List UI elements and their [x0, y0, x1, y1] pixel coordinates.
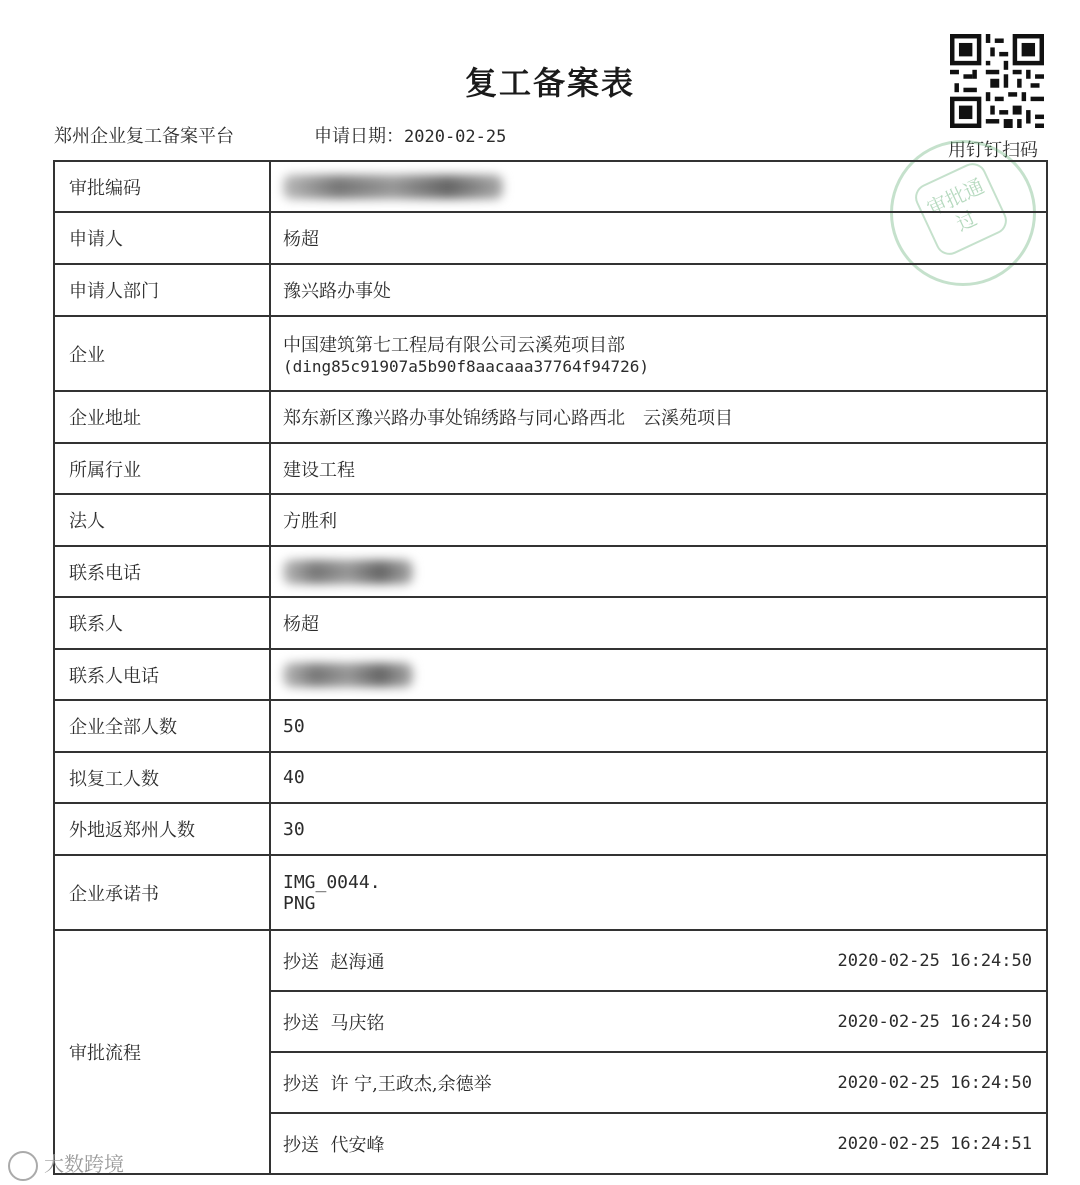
platform-name: 郑州企业复工备案平台 [54, 126, 234, 147]
field-value[interactable] [270, 855, 1047, 930]
table-row [54, 546, 1047, 597]
flow-item [271, 1112, 1046, 1173]
field-label: 企业全部人数 [54, 700, 270, 752]
field-value: 40 [270, 752, 1047, 803]
field-value: 方胜利 [270, 494, 1047, 546]
flow-item [271, 1051, 1046, 1112]
qr-code-icon[interactable] [950, 34, 1044, 128]
stamp-text: 审批通过 [911, 159, 1012, 260]
field-label: 审批流程 [54, 930, 270, 1174]
redacted-phone [283, 560, 413, 584]
table-row [54, 494, 1047, 546]
field-label: 申请人部门 [54, 264, 270, 316]
field-label: 外地返郑州人数 [54, 803, 270, 855]
flow-time: 2020-02-25 16:24:50 [837, 1011, 1032, 1032]
field-label: 联系电话 [54, 546, 270, 597]
field-value [270, 316, 1047, 391]
field-value: 30 [270, 803, 1047, 855]
flow-time: 2020-02-25 16:24:51 [837, 1133, 1032, 1154]
field-value [270, 546, 1047, 597]
field-label: 企业地址 [54, 391, 270, 443]
table-row [54, 443, 1047, 494]
flow-time: 2020-02-25 16:24:50 [837, 950, 1032, 971]
flow-recipient [283, 1009, 384, 1035]
flow-action: 抄送 [283, 951, 319, 973]
table-row [54, 700, 1047, 752]
flow-item [271, 990, 1046, 1051]
field-value: 杨超 [270, 212, 1047, 264]
flow-names: 代安峰 [330, 1134, 385, 1156]
field-label: 法人 [54, 494, 270, 546]
field-label: 所属行业 [54, 443, 270, 494]
flow-item [271, 931, 1046, 990]
document-title: 复工备案表 [464, 64, 635, 102]
field-value: 50 [270, 700, 1047, 752]
field-value: 建设工程 [270, 443, 1047, 494]
apply-date-label: 申请日期： [314, 126, 404, 147]
approval-flow-list [270, 930, 1047, 1174]
table-row [54, 316, 1047, 391]
flow-recipient [283, 1070, 492, 1096]
field-value: 杨超 [270, 597, 1047, 649]
field-label: 审批编码 [54, 161, 270, 212]
field-value [270, 649, 1047, 700]
commitment-file-name[interactable]: IMG_0044. [283, 871, 381, 893]
filing-form-table [53, 160, 1048, 1175]
apply-date [314, 122, 506, 148]
field-label: 申请人 [54, 212, 270, 264]
table-row [54, 391, 1047, 443]
flow-names: 马庆铭 [330, 1012, 385, 1034]
field-value: 郑东新区豫兴路办事处锦绣路与同心路西北 云溪苑项目 [270, 391, 1047, 443]
table-row [54, 752, 1047, 803]
company-name: 中国建筑第七工程局有限公司云溪苑项目部 [283, 335, 625, 356]
table-row [54, 855, 1047, 930]
table-row [54, 930, 1047, 1174]
company-id: (ding85c91907a5b90f8aacaaa37764f94726) [283, 357, 650, 376]
flow-recipient [283, 1131, 384, 1157]
commitment-file-ext[interactable]: PNG [283, 892, 316, 914]
table-row [54, 212, 1047, 264]
flow-action: 抄送 [283, 1134, 319, 1156]
flow-recipient [283, 948, 384, 974]
field-label: 企业 [54, 316, 270, 391]
field-label: 联系人电话 [54, 649, 270, 700]
table-row [54, 161, 1047, 212]
flow-names: 许 宁,王政杰,余德举 [330, 1073, 492, 1095]
field-label: 联系人 [54, 597, 270, 649]
flow-time: 2020-02-25 16:24:50 [837, 1072, 1032, 1093]
field-label: 拟复工人数 [54, 752, 270, 803]
table-row [54, 264, 1047, 316]
table-row [54, 803, 1047, 855]
field-value: 豫兴路办事处 [270, 264, 1047, 316]
redacted-contact-phone [283, 663, 413, 687]
flow-names: 赵海通 [330, 951, 385, 973]
apply-date-value: 2020-02-25 [404, 127, 507, 147]
field-label: 企业承诺书 [54, 855, 270, 930]
table-row [54, 597, 1047, 649]
watermark-text: 大数跨境 [44, 1152, 124, 1176]
field-value [270, 161, 1047, 212]
flow-action: 抄送 [283, 1012, 319, 1034]
table-row [54, 649, 1047, 700]
qr-caption: 用钉钉扫码 [948, 140, 1038, 161]
watermark-icon [8, 1151, 38, 1181]
redacted-approval-code [283, 175, 503, 199]
flow-action: 抄送 [283, 1073, 319, 1095]
watermark-logo [8, 1148, 124, 1181]
